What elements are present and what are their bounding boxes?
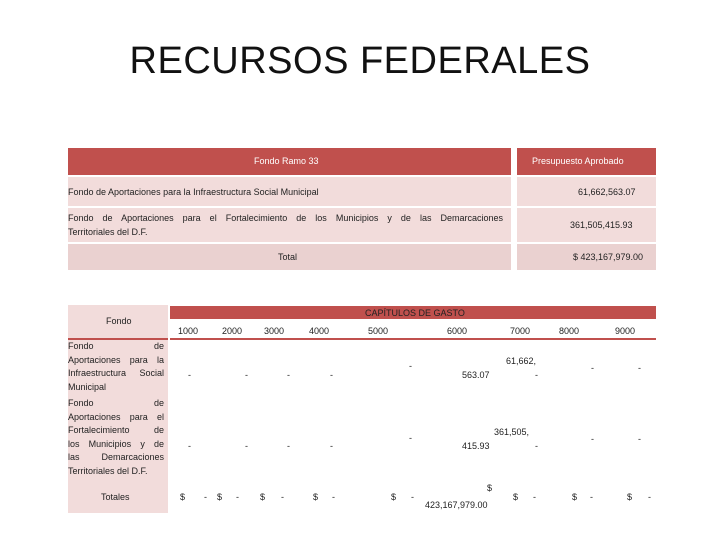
funds-table-row — [68, 208, 656, 242]
fund-line: Fondo de — [68, 341, 164, 351]
totals-9000-currency: $ — [627, 492, 633, 502]
totals-3000-currency: $ — [260, 492, 266, 502]
cell-6000: 563.07 — [462, 370, 490, 380]
row-fund: Fondo de Aportaciones para la Infraestructura Social Municipal — [68, 187, 319, 197]
table-row-fund — [68, 340, 164, 394]
totals-7000-currency: $ — [513, 492, 519, 502]
totals-7000: - — [533, 492, 536, 502]
chapters-header-label: CAPÍTULOS DE GASTO — [365, 308, 465, 318]
total-amount: $ 423,167,979.00 — [573, 252, 644, 262]
totals-8000-currency: $ — [572, 492, 578, 502]
table-row-fund — [68, 397, 164, 478]
cell-7000-dash: - — [535, 370, 538, 380]
col-header-3000: 3000 — [264, 326, 285, 336]
fund-line: Fondo de — [68, 398, 164, 408]
cell-2000: - — [245, 370, 248, 380]
cell-9000: - — [638, 363, 641, 373]
totals-1000-currency: $ — [180, 492, 186, 502]
cell-7000-dash: - — [535, 441, 538, 451]
row-fund: Fondo de Aportaciones para el Fortalecimiento de los Municipios y de las Demarcaciones — [68, 213, 503, 223]
fund-line: Fortalecimiento de — [68, 425, 164, 435]
header-fund: Fondo Ramo 33 — [254, 156, 319, 166]
funds-table-header — [68, 148, 656, 175]
totals-4000-currency: $ — [313, 492, 319, 502]
slide-title: RECURSOS FEDERALES — [129, 40, 591, 82]
row-amount: 61,662,563.07 — [578, 187, 636, 197]
fund-line: Municipal — [68, 381, 107, 392]
totals-2000: - — [236, 492, 239, 502]
fund-line: Aportaciones para el — [68, 411, 164, 422]
cell-9000: - — [638, 434, 641, 444]
fund-line: Territoriales del D.F. — [68, 465, 148, 476]
row-fund-continued: Territoriales del D.F. — [68, 227, 148, 237]
fund-line: Infraestructura Social — [68, 368, 164, 378]
totals-label: Totales — [101, 492, 130, 502]
totals-8000: - — [590, 492, 593, 502]
cell-4000: - — [330, 441, 333, 451]
cell-7000: 61,662, — [506, 356, 537, 366]
cell-5000: - — [409, 361, 412, 371]
totals-1000: - — [204, 492, 207, 502]
cell-1000: - — [188, 370, 191, 380]
totals-5000: - — [411, 492, 414, 502]
totals-6000-currency: $ — [487, 483, 493, 493]
col-header-9000: 9000 — [615, 326, 636, 336]
totals-4000: - — [332, 492, 335, 502]
fund-line: los Municipios y de — [68, 438, 164, 449]
cell-8000: - — [591, 363, 594, 373]
col-header-6000: 6000 — [447, 326, 468, 336]
totals-6000: 423,167,979.00 — [425, 500, 488, 510]
fund-line: Aportaciones para la — [68, 354, 164, 365]
header-budget: Presupuesto Aprobado — [532, 156, 624, 166]
cell-8000: - — [591, 434, 594, 444]
col-header-4000: 4000 — [309, 326, 330, 336]
col-header-7000: 7000 — [510, 326, 531, 336]
column-divider — [511, 148, 517, 270]
col-header-5000: 5000 — [368, 326, 389, 336]
cell-6000: 415.93 — [462, 441, 490, 451]
totals-2000-currency: $ — [217, 492, 223, 502]
cell-1000: - — [188, 441, 191, 451]
funds-table-row — [68, 177, 656, 206]
fund-line: las Demarcaciones — [68, 452, 164, 462]
totals-3000: - — [281, 492, 284, 502]
cell-3000: - — [287, 370, 290, 380]
chapters-header-rule — [170, 338, 656, 340]
totals-9000: - — [648, 492, 651, 502]
col-header-1000: 1000 — [178, 326, 199, 336]
col-header-8000: 8000 — [559, 326, 580, 336]
col-header-2000: 2000 — [222, 326, 243, 336]
totals-5000-currency: $ — [391, 492, 397, 502]
cell-4000: - — [330, 370, 333, 380]
cell-2000: - — [245, 441, 248, 451]
funds-table-total — [68, 244, 656, 270]
cell-5000: - — [409, 433, 412, 443]
row-amount: 361,505,415.93 — [570, 220, 633, 230]
cell-7000: 361,505, — [494, 427, 530, 437]
fondo-header: Fondo — [106, 316, 132, 326]
total-label: Total — [278, 252, 298, 262]
cell-3000: - — [287, 441, 290, 451]
fondo-header-cell — [68, 305, 168, 340]
